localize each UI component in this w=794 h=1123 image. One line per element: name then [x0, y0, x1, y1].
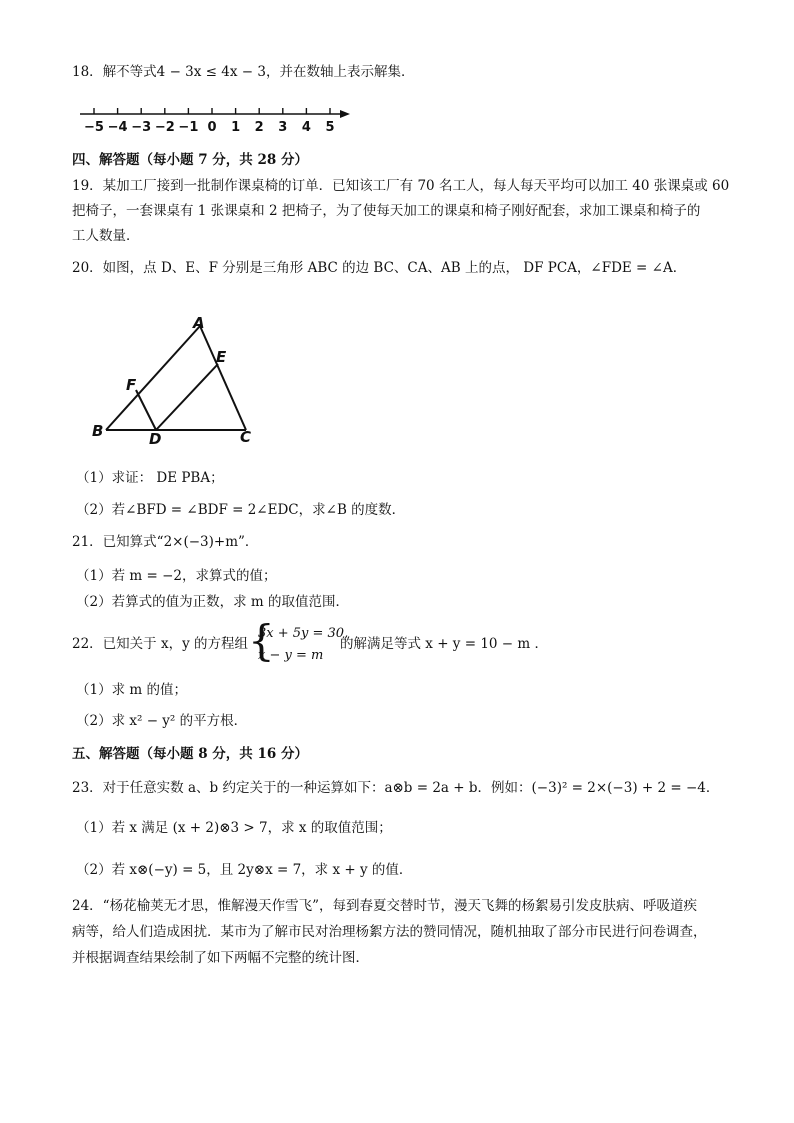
q22-part2: （2）求 x² − y² 的平方根．: [76, 713, 248, 729]
number-line-tick-label: −1: [178, 120, 199, 135]
section4-heading: 四、解答题（每小题 7 分，共 28 分）: [72, 152, 308, 168]
number-line-tick-label: −5: [84, 120, 104, 135]
q22-pre: 22．已知关于 x，y 的方程组: [72, 636, 249, 652]
q21-part2: （2）若算式的值为正数，求 m 的取值范围．: [76, 594, 349, 610]
q18-body: 解不等式4 − 3x ≤ 4x − 3，并在数轴上表示解集．: [102, 64, 415, 80]
number-line-arrow: [340, 110, 350, 118]
number-line-tick-label: 4: [301, 120, 311, 135]
q23-part2: （2）若 x⊗(−y) = 5，且 2y⊗x = 7，求 x + y 的值．: [76, 862, 413, 878]
segment-DE: [156, 364, 218, 430]
q20-line1: 20．如图，点 D、E、F 分别是三角形 ABC 的边 BC、CA、AB 上的点， DF PCA，∠FDE = ∠A．: [72, 260, 687, 276]
q22-part1: （1）求 m 的值；: [76, 682, 187, 698]
q20-part1: （1）求证： DE PBA；: [76, 470, 224, 486]
label-B: B: [92, 422, 104, 440]
label-E: E: [216, 348, 227, 366]
q19-line2: 把椅子，一套课桌有 1 张课桌和 2 把椅子，为了使每天加工的课桌和椅子刚好配套，求加工课桌和椅子的: [72, 203, 701, 219]
q23-part1: （1）若 x 满足 (x + 2)⊗3 > 7，求 x 的取值范围；: [76, 820, 392, 836]
q23-line1: 23．对于任意实数 a、b 约定关于的一种运算如下：a⊗b = 2a + b．例如：(−3)² = 2×(−3) + 2 = −4．: [72, 780, 720, 796]
number-line-tick-label: 0: [207, 120, 217, 135]
number-line-tick-label: 2: [254, 120, 264, 135]
equation-system: [248, 616, 349, 666]
number-line-tick-label: −3: [131, 120, 152, 135]
q24-line1: 24．“杨花榆荚无才思，惟解漫天作雪飞”，每到春夏交替时节，漫天飞舞的杨絮易引发皮肤病、呼吸道疾: [72, 898, 697, 914]
number-line: [76, 96, 356, 136]
label-D: D: [149, 430, 162, 448]
number-line-ticks: [84, 108, 335, 135]
section5-heading: 五、解答题（每小题 8 分，共 16 分）: [72, 746, 308, 762]
number-line-tick-label: −2: [154, 120, 175, 135]
q22-post: 的解满足等式 x + y = 10 − m ．: [340, 636, 548, 652]
triangle-figure: [76, 296, 276, 454]
q21-line1: 21．已知算式“2×(−3)+m”．: [72, 534, 259, 550]
number-line-tick-label: −4: [107, 120, 128, 135]
system-eq2: x − y = m: [258, 648, 324, 663]
label-F: F: [126, 376, 137, 394]
number-line-tick-label: 5: [325, 120, 335, 135]
system-eq1: 3x + 5y = 30,: [258, 626, 349, 641]
q21-part1: （1）若 m = −2，求算式的值；: [76, 568, 277, 584]
side-AB: [106, 326, 200, 430]
q19-line1: 19．某加工厂接到一批制作课桌椅的订单．已知该工厂有 70 名工人，每人每天平均可以加工 40 张课桌或 60: [72, 178, 730, 194]
q18-text: [72, 62, 414, 82]
number-line-tick-label: 1: [231, 120, 241, 135]
q18-number: 18．: [72, 64, 103, 80]
label-C: C: [240, 428, 252, 446]
segment-DF: [136, 390, 156, 430]
system-brace: {: [248, 616, 275, 665]
side-AC: [200, 326, 246, 430]
q19-line3: 工人数量．: [72, 228, 140, 244]
number-line-tick-label: 3: [278, 120, 288, 135]
q20-part2: （2）若∠BFD = ∠BDF = 2∠EDC，求∠B 的度数．: [76, 502, 406, 518]
q24-line2: 病等，给人们造成困扰．某市为了解市民对治理杨絮方法的赞同情况，随机抽取了部分市民进行问卷调查，: [72, 924, 707, 940]
q24-line3: 并根据调查结果绘制了如下两幅不完整的统计图．: [72, 950, 369, 966]
label-A: A: [193, 314, 205, 332]
